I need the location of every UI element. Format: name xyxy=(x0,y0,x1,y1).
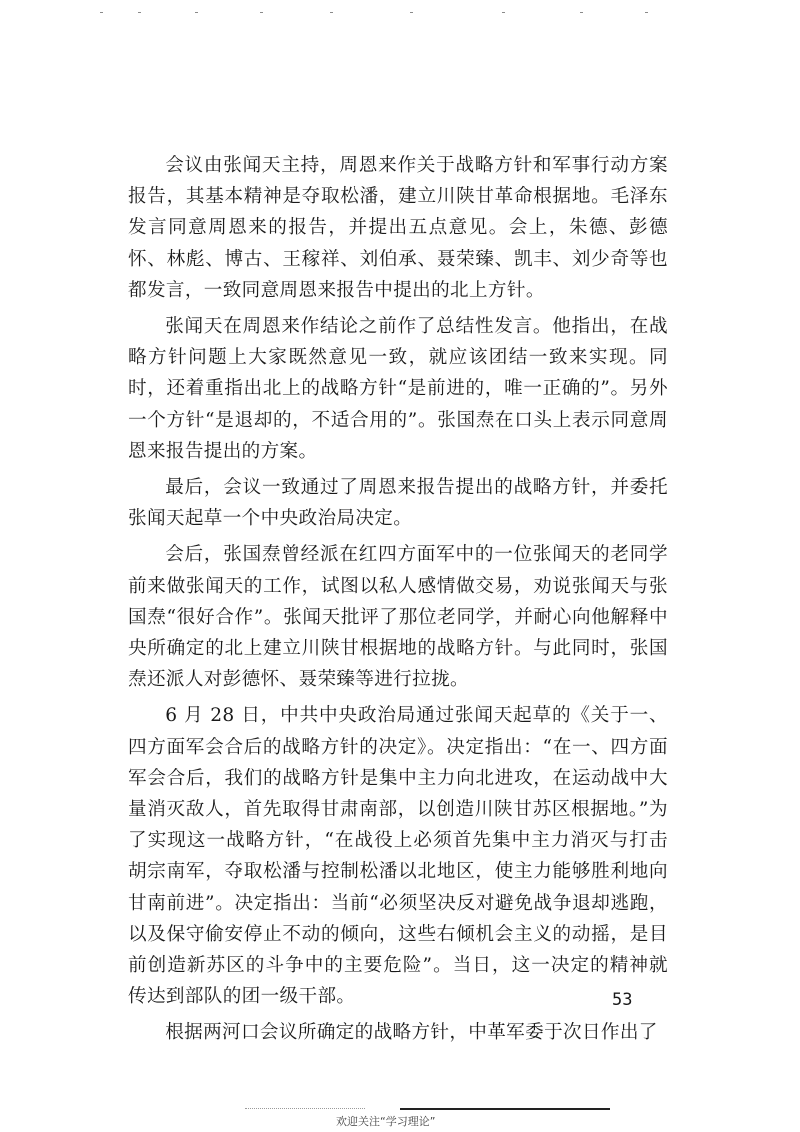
paragraph: 根据两河口会议所确定的战略方针，中革军委于次日作出了 xyxy=(165,1022,658,1044)
paragraph: 张闻天在周恩来作结论之前作了总结性发言。他指出，在战略方针问题上大家既然意见一致，就应该团结一致来实现。同时，还着重指出北上的战略方针“是前进的，唯一正确的”。另外一个方针“是退却的，不适合用的”。张国焘在口头上表示同意周恩来报告提出的方案。 xyxy=(128,316,668,462)
paragraph: 最后，会议一致通过了周恩来报告提出的战略方针，并委托张闻天起草一个中央政治局决定。 xyxy=(128,477,668,530)
page-number: 53 xyxy=(612,990,633,1010)
scan-edge-specks xyxy=(100,12,660,16)
footer-note: 欢迎关注“学习理论” xyxy=(336,1115,436,1128)
paragraph: 会后，张国焘曾经派在红四方面军中的一位张闻天的老同学前来做张闻天的工作，试图以私人感情做交易，劝说张闻天与张国焘“很好合作”。张闻天批评了那位老同学，并耐心向他解释中央所确定的北上建立川陕甘根据地的战略方针。与此同时，张国焘还派人对彭德怀、聂荣臻等进行拉拢。 xyxy=(128,544,668,691)
paragraph: 6 月 28 日，中共中央政治局通过张闻天起草的《关于一、四方面军会合后的战略方针的决定》。决定指出：“在一、四方面军会合后，我们的战略方针是集中主力向北进攻，在运动战中大量消灭敌人，首先取得甘肃南部，以创造川陕甘苏区根据地。”为了实现这一战略方针，“在战役上必须首先集中主力消灭与打击胡宗南军，夺取松潘与控制松潘以北地区，使主力能够胜利地向甘南前进”。决定指出：当前“必须坚决反对避免战争退却逃跑，以及保守偷安停止不动的倾向，这些右倾机会主义的动摇，是目前创造新苏区的斗争中的主要危险”。当日，这一决定的精神就传达到部队的团一级干部。 xyxy=(128,705,668,1008)
footer-rule-dotted xyxy=(245,1108,365,1110)
footer-rule-solid xyxy=(400,1108,610,1110)
body-text xyxy=(128,150,668,1054)
paragraph: 会议由张闻天主持，周恩来作关于战略方针和军事行动方案报告，其基本精神是夺取松潘，建立川陕甘革命根据地。毛泽东发言同意周恩来的报告，并提出五点意见。会上，朱德、彭德怀、林彪、博古、王稼祥、刘伯承、聂荣臻、凯丰、刘少奇等也都发言，一致同意周恩来报告中提出的北上方针。 xyxy=(128,155,668,301)
